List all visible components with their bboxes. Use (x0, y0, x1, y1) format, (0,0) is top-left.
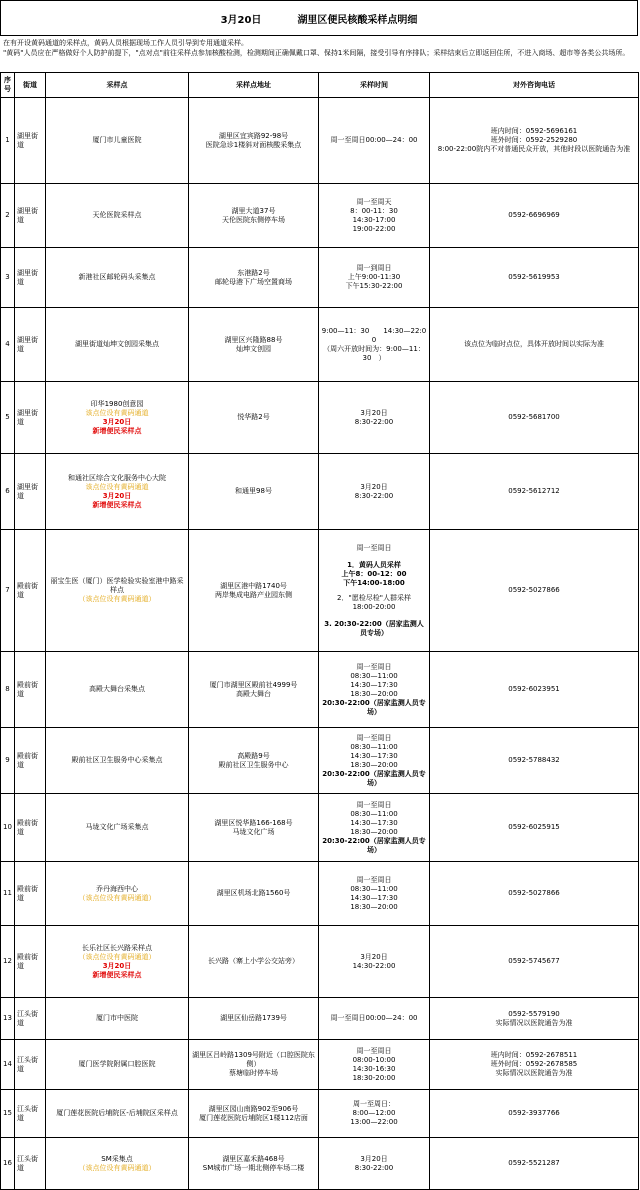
address-line: 湖里区机场北路1560号 (216, 889, 291, 897)
address-line: 两岸集成电路产业园东侧 (215, 590, 292, 599)
cell-site (46, 794, 189, 862)
time-line: 14:30—17:30 (350, 893, 398, 902)
col-header-address: 采样点地址 (189, 73, 319, 98)
cell-time (319, 998, 430, 1040)
phone-line: 0592-5579190 (508, 1009, 560, 1018)
cell-site (46, 728, 189, 794)
site-name: 和通社区综合文化服务中心大院 (68, 473, 166, 482)
address-line: 悦华路2号 (237, 413, 270, 421)
time-line: 14:30-17:00 (352, 215, 396, 224)
new-site-note: 新增便民采样点 (92, 970, 142, 979)
time-line: 18:30—20:00 (350, 902, 398, 911)
cell-street: 江头街道 (15, 1090, 46, 1138)
time-line-special: 下午14:00-18:00 (343, 578, 405, 587)
notice-line: "黄码"人员应在严格做好个人防护前提下，"点对点"前往采样点参加核酸检测，检测期间正确佩戴口罩、保持1米间隔，接受引导有序排队；采样结束后立即返回住所，不进入商场、超市等各类公共场所。 (3, 49, 630, 57)
cell-no: 16 (1, 1138, 15, 1190)
site-name: 印华1980创意园 (90, 399, 144, 408)
cell-site (46, 1090, 189, 1138)
time-line: 上午9:00-11:30 (347, 273, 401, 281)
address-line: 蔡塘临时停车场 (229, 1069, 278, 1077)
cell-site (46, 184, 189, 248)
yellow-code-note: （该点位设有黄码通道） (78, 893, 156, 902)
time-line-special: 上午8：00-12：00 (341, 569, 407, 578)
address-line: 灿坤文创园 (236, 344, 271, 353)
cell-time (319, 926, 430, 998)
cell-street: 江头街道 (15, 1138, 46, 1190)
address-line: 湖里区港中路1740号 (220, 581, 287, 590)
cell-site (46, 308, 189, 382)
cell-address (189, 794, 319, 862)
cell-time (319, 382, 430, 454)
address-line: 东港路2号 (237, 268, 270, 277)
cell-site (46, 926, 189, 998)
cell-street: 湖里街道 (15, 98, 46, 184)
site-name: 长乐社区长兴路采样点 (82, 943, 152, 952)
address-line: 厦门市湖里区殿前社4999号 (209, 680, 298, 689)
cell-street: 湖里街道 (15, 184, 46, 248)
cell-no: 8 (1, 652, 15, 728)
time-line-special: 20:30-22:00（居家监测人员专场） (322, 698, 426, 716)
cell-address (189, 926, 319, 998)
time-line: 14:30—17:30 (350, 818, 398, 827)
col-header-site: 采样点 (46, 73, 189, 98)
time-line: 周一至周日 (356, 875, 392, 884)
site-name: SM采集点 (101, 1154, 133, 1163)
cell-time (319, 794, 430, 862)
phone-line: 0592-3937766 (508, 1109, 560, 1117)
cell-site (46, 98, 189, 184)
time-line: 周一至周天 (356, 197, 392, 206)
cell-no: 7 (1, 530, 15, 652)
new-site-note: 3月20日 (102, 417, 132, 426)
address-line: 高殿大舞台 (236, 689, 271, 698)
address-line: SM城市广场一期北侧停车场二楼 (202, 1163, 305, 1172)
time-line: 3月20日 (360, 408, 388, 417)
cell-street: 江头街道 (15, 998, 46, 1040)
time-line: 下午15:30-22:00 (345, 282, 403, 290)
cell-street: 殿前街道 (15, 728, 46, 794)
time-line: 18:00-20:00 (352, 602, 396, 611)
address-line: 湖里区园山南路902至906号 (208, 1104, 299, 1113)
address-line: 湖里大道37号 (231, 206, 276, 215)
yellow-code-note: （该点位设有黄码通道） (78, 952, 156, 961)
yellow-code-note: 该点位设有黄码通道 (85, 482, 149, 491)
phone-line: 班内时间：0592-5696161 (490, 127, 578, 135)
phone-line: 0592-6696969 (508, 211, 560, 219)
spacer (321, 553, 427, 561)
site-name: 乔丹海西中心 (96, 884, 138, 893)
time-line: 14:30-16:30 (352, 1064, 396, 1073)
time-line: 13:00—22:00 (350, 1118, 398, 1126)
time-line: 周一至周日00:00—24：00 (330, 136, 418, 144)
col-header-phone: 对外咨询电话 (430, 73, 639, 98)
cell-address (189, 728, 319, 794)
cell-no: 13 (1, 998, 15, 1040)
cell-no: 2 (1, 184, 15, 248)
cell-time (319, 652, 430, 728)
cell-phone (430, 728, 639, 794)
cell-address (189, 454, 319, 530)
time-line: （周六开放时间为：9:00—11：30 ） (323, 344, 425, 362)
cell-street: 湖里街道 (15, 308, 46, 382)
cell-time (319, 1040, 430, 1090)
address-line: 湖里区吕岭路1309号附近（口腔医院东侧） (192, 1051, 315, 1068)
cell-phone (430, 652, 639, 728)
site-name: 厦门市儿童医院 (92, 136, 142, 144)
time-line: 周一至周日 (356, 800, 392, 809)
site-name: 马垅文化广场采集点 (85, 823, 149, 831)
site-name: 厦门莲花医院后埔院区-后埔院区采样点 (56, 1109, 178, 1117)
time-line-special: 1．黄码人员采样 (347, 560, 401, 569)
header-row (1, 73, 639, 98)
cell-phone (430, 530, 639, 652)
table-row (1, 184, 639, 248)
sites-table (0, 72, 639, 1190)
title-text: 湖里区便民核酸采样点明细 (297, 14, 418, 26)
phone-line: 0592-5521287 (508, 1159, 560, 1167)
cell-street: 殿前街道 (15, 862, 46, 926)
new-site-note: 3月20日 (102, 491, 132, 500)
address-line: 和通里98号 (235, 487, 272, 495)
cell-street: 殿前街道 (15, 652, 46, 728)
time-line: 18:30—20:00 (350, 689, 398, 698)
cell-address (189, 862, 319, 926)
cell-site (46, 382, 189, 454)
table-row (1, 926, 639, 998)
time-line: 19:00-22:00 (352, 224, 396, 233)
phone-line: 0592-5788432 (508, 756, 560, 764)
time-line: 08:30—11:00 (350, 671, 398, 680)
time-line: 周一到周日 (356, 264, 392, 272)
cell-street: 湖里街道 (15, 248, 46, 308)
site-name: 湖里街道灿坤文创园采集点 (75, 340, 159, 348)
address-line: 马垅文化广场 (232, 827, 275, 836)
cell-time (319, 248, 430, 308)
yellow-code-note: 该点位设有黄码通道 (85, 408, 149, 417)
phone-line: 实际情况以医院通告为准 (495, 1018, 573, 1027)
phone-line: 8:00-22:00院内不对普通民众开放，其他时段以医院通告为准 (437, 145, 631, 153)
time-line: 14:30—17:30 (350, 751, 398, 760)
cell-phone (430, 926, 639, 998)
cell-time (319, 308, 430, 382)
address-line: 高殿路9号 (237, 751, 270, 760)
cell-time (319, 530, 430, 652)
phone-line: 0592-5745677 (508, 957, 560, 965)
cell-address (189, 1138, 319, 1190)
cell-no: 15 (1, 1090, 15, 1138)
cell-address (189, 184, 319, 248)
cell-phone (430, 998, 639, 1040)
address-line: 医院急诊1楼斜对面核酸采集点 (205, 140, 302, 149)
cell-phone (430, 454, 639, 530)
table-row (1, 1090, 639, 1138)
title-date: 3月20日 (220, 14, 262, 26)
table-row (1, 1138, 639, 1190)
phone-line: 0592-6023951 (508, 685, 560, 693)
table-row (1, 530, 639, 652)
notice (0, 36, 638, 72)
time-line: 08:00-10:00 (352, 1055, 396, 1064)
col-header-street: 街道 (15, 73, 46, 98)
phone-line: 班内时间：0592-2678511 (490, 1051, 578, 1059)
cell-phone (430, 382, 639, 454)
cell-phone (430, 248, 639, 308)
address-line: 长兴路（寨上小学公交站旁） (208, 957, 299, 965)
table-row (1, 454, 639, 530)
notice-line: 在有开设黄码通道的采样点，黄码人员根据现场工作人员引导到专用通道采样。 (3, 39, 248, 47)
site-name: 厦门市中医院 (96, 1014, 138, 1022)
time-line: 周一至周日00:00—24：00 (330, 1014, 418, 1022)
site-name: 丽宝生医（厦门）医学检验实验室港中路采样点 (50, 577, 184, 594)
time-line: 周一至周日 (356, 662, 392, 671)
address-line: 湖里区宜宾路92-98号 (218, 131, 289, 140)
time-line: 3月20日 (360, 482, 388, 491)
cell-no: 4 (1, 308, 15, 382)
time-line: 周一至周日 (356, 733, 392, 742)
cell-site (46, 454, 189, 530)
time-line: 周一至周日： (353, 1100, 395, 1108)
col-header-time: 采样时间 (319, 73, 430, 98)
cell-phone (430, 308, 639, 382)
time-line: 周一至周日 (356, 1046, 392, 1055)
table-row (1, 998, 639, 1040)
cell-address (189, 248, 319, 308)
phone-line: 班外时间：0592-2678585 (490, 1060, 578, 1068)
time-line: 08:30—11:00 (350, 809, 398, 818)
new-site-note: 3月20日 (102, 961, 132, 970)
time-line-special: 20:30-22:00（居家监测人员专场） (322, 769, 426, 787)
site-name: 殿前社区卫生服务中心采集点 (71, 756, 163, 764)
cell-time (319, 862, 430, 926)
cell-no: 5 (1, 382, 15, 454)
cell-time (319, 1138, 430, 1190)
table-row (1, 308, 639, 382)
time-line: 3月20日 (360, 1154, 388, 1163)
cell-phone (430, 184, 639, 248)
cell-address (189, 382, 319, 454)
cell-phone (430, 1138, 639, 1190)
cell-no: 6 (1, 454, 15, 530)
new-site-note: 新增便民采样点 (92, 426, 142, 435)
time-line: 14:30—17:30 (350, 680, 398, 689)
cell-site (46, 652, 189, 728)
cell-address (189, 308, 319, 382)
time-line-special: 20:30-22:00（居家监测人员专场） (322, 836, 426, 854)
address-line: 湖里区兴隆路88号 (224, 335, 283, 344)
cell-no: 11 (1, 862, 15, 926)
cell-phone (430, 1090, 639, 1138)
site-name: 新港社区邮轮码头采集点 (78, 273, 156, 281)
cell-street: 殿前街道 (15, 926, 46, 998)
phone-line: 0592-5681700 (508, 413, 560, 421)
cell-site (46, 530, 189, 652)
cell-site (46, 998, 189, 1040)
cell-time (319, 1090, 430, 1138)
cell-phone (430, 862, 639, 926)
cell-street: 殿前街道 (15, 794, 46, 862)
time-line: 18:30—20:00 (350, 827, 398, 836)
time-line: 8:00—12:00 (352, 1109, 396, 1117)
time-line: 周一至周日 (356, 543, 392, 552)
table-row (1, 1040, 639, 1090)
phone-line: 0592-5612712 (508, 487, 560, 495)
phone-line: 实际情况以医院通告为准 (495, 1069, 573, 1077)
time-line: 18:30-20:00 (352, 1073, 396, 1082)
table-row (1, 652, 639, 728)
cell-phone (430, 1040, 639, 1090)
cell-no: 10 (1, 794, 15, 862)
page-title (0, 0, 638, 36)
time-line: 8：00-11：30 (350, 206, 398, 215)
time-line: 14:30-22:00 (352, 961, 396, 970)
cell-address (189, 652, 319, 728)
time-line: 2．"愿检尽检"人群采样 (337, 593, 411, 602)
yellow-code-note: （该点位设有黄码通道） (78, 595, 156, 603)
address-line: 湖里区嘉禾路468号 (222, 1154, 285, 1163)
cell-no: 9 (1, 728, 15, 794)
cell-street: 湖里街道 (15, 382, 46, 454)
cell-time (319, 184, 430, 248)
site-name: 天伦医院采样点 (92, 211, 142, 219)
time-line: 08:30—11:00 (350, 742, 398, 751)
time-line: 08:30—11:00 (350, 884, 398, 893)
time-line: 8:30-22:00 (354, 491, 394, 500)
table-row (1, 794, 639, 862)
cell-no: 3 (1, 248, 15, 308)
phone-line: 0592-5027866 (508, 889, 560, 897)
cell-street: 湖里街道 (15, 454, 46, 530)
table-row (1, 862, 639, 926)
cell-address (189, 1040, 319, 1090)
address-line: 殿前社区卫生服务中心 (218, 760, 289, 769)
time-line: 3月20日 (360, 952, 388, 961)
cell-site (46, 1040, 189, 1090)
cell-time (319, 454, 430, 530)
table-row (1, 248, 639, 308)
cell-site (46, 1138, 189, 1190)
cell-address (189, 998, 319, 1040)
cell-site (46, 248, 189, 308)
address-line: 邮轮母港下广场空置商场 (215, 277, 292, 286)
phone-line: 0592-5619953 (508, 273, 560, 281)
cell-no: 14 (1, 1040, 15, 1090)
cell-address (189, 1090, 319, 1138)
site-name: 高殿大舞台采集点 (89, 685, 145, 693)
table-row (1, 382, 639, 454)
time-line: 18:30—20:00 (350, 760, 398, 769)
cell-no: 1 (1, 98, 15, 184)
yellow-code-note: （该点位设有黄码通道） (78, 1163, 156, 1172)
time-line: 8:30-22:00 (354, 1163, 394, 1172)
cell-no: 12 (1, 926, 15, 998)
col-header-no: 序号 (1, 73, 15, 98)
cell-address (189, 530, 319, 652)
cell-street: 江头街道 (15, 1040, 46, 1090)
time-line: 9:00—11：30 14:30—22:00 (321, 326, 427, 344)
cell-street: 殿前街道 (15, 530, 46, 652)
cell-address (189, 98, 319, 184)
table-row (1, 98, 639, 184)
cell-site (46, 862, 189, 926)
cell-phone (430, 794, 639, 862)
phone-line: 0592-5027866 (508, 586, 560, 594)
phone-line: 0592-6025915 (508, 823, 560, 831)
address-line: 厦门莲花医院后埔院区1楼112店面 (199, 1113, 308, 1122)
table-row (1, 728, 639, 794)
cell-time (319, 98, 430, 184)
cell-phone (430, 98, 639, 184)
address-line: 湖里区仙岳路1739号 (220, 1014, 287, 1022)
time-line-special: 3. 20:30-22:00（居家监测人员专场） (324, 619, 424, 637)
new-site-note: 新增便民采样点 (92, 500, 142, 509)
cell-time (319, 728, 430, 794)
phone-line: 该点位为临时点位，具体开放时间以实际为准 (464, 340, 604, 348)
site-name: 厦门医学院附属口腔医院 (78, 1060, 156, 1068)
time-line: 8:30-22:00 (354, 417, 394, 426)
address-line: 天伦医院东侧停车场 (222, 215, 285, 224)
phone-line: 班外时间：0592-2529280 (490, 136, 578, 144)
address-line: 湖里区悦华路166-168号 (214, 818, 293, 827)
